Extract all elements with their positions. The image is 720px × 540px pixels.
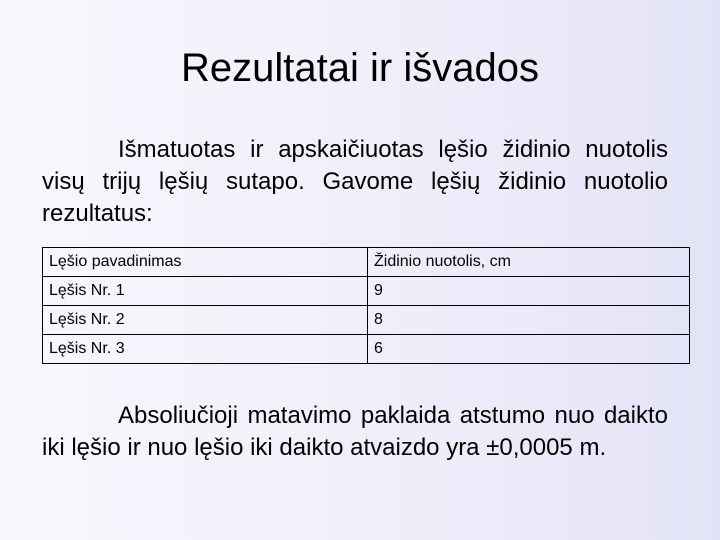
cell-focal-length: 8	[368, 306, 690, 335]
table-header-row	[43, 248, 690, 277]
table-row	[43, 306, 690, 335]
slide-title: Rezultatai ir išvados	[181, 46, 539, 90]
cell-focal-length: 6	[368, 335, 690, 364]
cell-focal-length: 9	[368, 277, 690, 306]
conclusion-paragraph: Absoliučioji matavimo paklaida atstumo nuo daikto iki lęšio ir nuo lęšio iki daikto atvaizdo yra ±0,0005 m.	[42, 402, 668, 461]
cell-lens-name: Lęšis Nr. 3	[43, 335, 368, 364]
header-cell-lens-name: Lęšio pavadinimas	[43, 248, 368, 277]
table-row	[43, 277, 690, 306]
header-cell-focal-length: Židinio nuotolis, cm	[368, 248, 690, 277]
intro-paragraph: Išmatuotas ir apskaičiuotas lęšio židinio nuotolis visų trijų lęšių sutapo. Gavome lęšių židinio nuotolio rezultatus:	[42, 136, 668, 227]
table-row	[43, 335, 690, 364]
results-table	[42, 247, 690, 364]
cell-lens-name: Lęšis Nr. 1	[43, 277, 368, 306]
cell-lens-name: Lęšis Nr. 2	[43, 306, 368, 335]
